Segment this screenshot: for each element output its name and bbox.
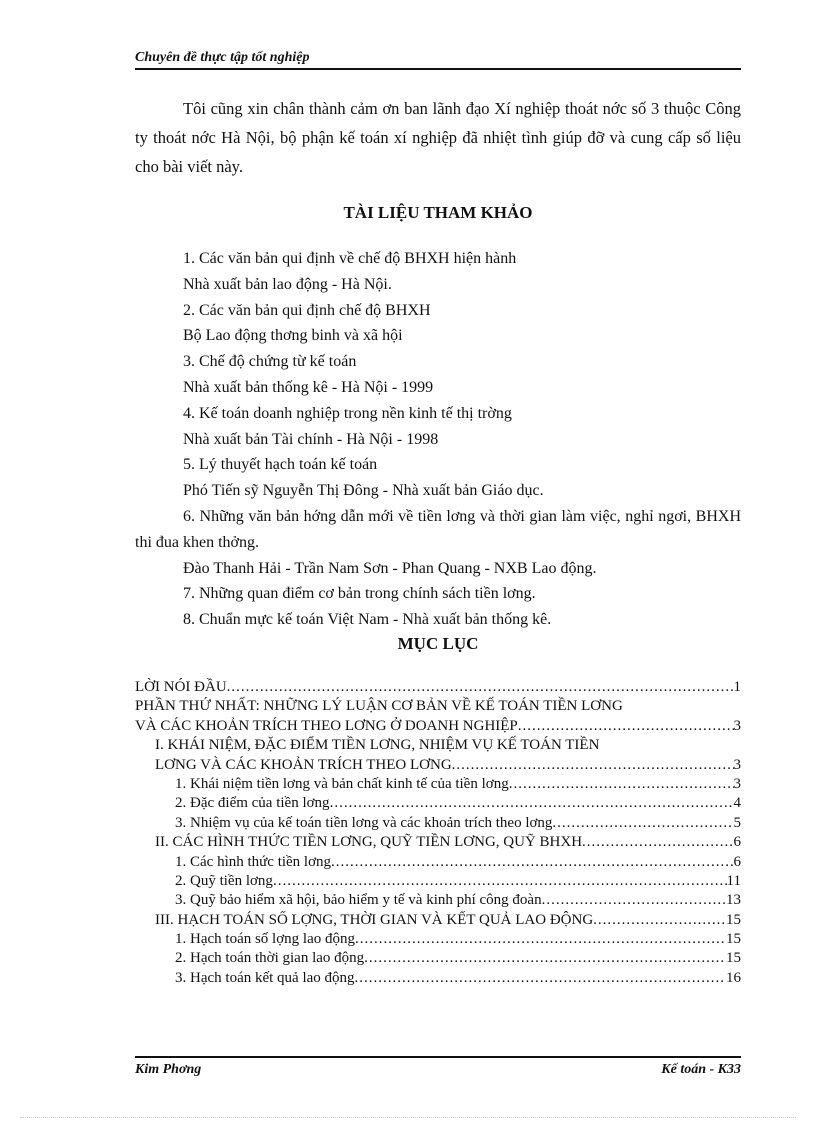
- toc-leader: [355, 969, 726, 988]
- toc-entry: [135, 891, 741, 910]
- reference-line: 4. Kế toán doanh nghiệp trong nền kinh tế thị trờng: [183, 404, 512, 422]
- references-title: TÀI LIỆU THAM KHẢO: [343, 203, 533, 222]
- toc-entry-text: 1. Các hình thức tiền lơng: [175, 853, 332, 870]
- reference-line: 8. Chuẩn mực kế toán Việt Nam - Nhà xuất bản thống kê.: [183, 611, 552, 629]
- toc-page: 1: [733, 679, 741, 695]
- toc-entry-text: 3. Nhiệm vụ của kế toán tiền lơng và các khoản trích theo lơng: [175, 814, 553, 831]
- toc-entry-text: 3. Hạch toán kết quả lao động: [175, 969, 355, 986]
- footer-rule: [135, 1056, 741, 1058]
- toc-entry-text: VÀ CÁC KHOẢN TRÍCH THEO LƠNG Ở DOANH NGHIỆP: [135, 717, 518, 734]
- toc-leader: [273, 872, 727, 891]
- toc-page: 15: [726, 931, 741, 948]
- toc-leader: [355, 930, 726, 949]
- toc-page: 6: [733, 853, 741, 870]
- toc-page: 3: [733, 756, 741, 773]
- toc-page: 15: [726, 950, 741, 967]
- toc-entry-text: LƠNG VÀ CÁC KHOẢN TRÍCH THEO LƠNG: [155, 756, 452, 773]
- toc-leader: [509, 775, 734, 794]
- toc-entry-text: 3. Quỹ bảo hiểm xã hội, bảo hiểm y tế và kinh phí công đoàn: [175, 892, 542, 909]
- reference-line: Đào Thanh Hải - Trần Nam Sơn - Phan Quang - NXB Lao động.: [183, 559, 597, 577]
- references-list: [135, 246, 741, 633]
- header-title: Chuyên đề thực tập tốt nghiệp: [135, 50, 310, 65]
- reference-line: 1. Các văn bản qui định về chế độ BHXH hiện hành: [183, 250, 517, 267]
- toc-entry: [135, 717, 741, 736]
- reference-line: Nhà xuất bản lao động - Hà Nội.: [183, 275, 392, 293]
- toc-leader: [331, 853, 733, 872]
- toc-entry: [135, 853, 741, 872]
- toc-entry: [135, 872, 741, 891]
- toc-leader: [542, 891, 726, 910]
- toc-page: 3: [733, 775, 741, 792]
- reference-line: Nhà xuất bản thống kê - Hà Nội - 1999: [183, 378, 434, 396]
- toc-entry-text: 2. Đặc điểm của tiền lơng: [175, 795, 330, 812]
- page-bottom-divider: [20, 1117, 796, 1118]
- toc-page: 11: [726, 872, 741, 889]
- reference-line: 3. Chế độ chứng từ kế toán: [183, 353, 357, 371]
- toc-page: 16: [726, 969, 741, 986]
- toc-page: 3: [733, 717, 741, 734]
- toc-page: 5: [733, 814, 741, 831]
- toc-entry-text: LỜI NÓI ĐẦU: [135, 679, 227, 695]
- toc-leader: [330, 794, 734, 813]
- reference-line: 5. Lý thuyết hạch toán kế toán: [183, 456, 378, 474]
- toc-entry: [135, 814, 741, 833]
- reference-line: 7. Những quan điểm cơ bản trong chính sách tiền lơng.: [183, 585, 536, 603]
- reference-line: Phó Tiến sỹ Nguyễn Thị Đông - Nhà xuất bản Giáo dục.: [183, 482, 544, 500]
- page-header: [135, 48, 741, 70]
- toc-leader: [582, 833, 733, 852]
- toc-leader: [552, 814, 733, 833]
- toc-entry: [135, 775, 741, 794]
- toc-entry: [135, 678, 741, 697]
- reference-item-6: 6. Những văn bản hớng dẫn mới về tiền lơng và thời gian làm việc, nghỉ ngơi, BHXH thi đua khen thởng.: [135, 507, 741, 551]
- footer-class: Kế toán - K33: [661, 1062, 741, 1077]
- toc-leader: [593, 911, 726, 930]
- toc-page: 13: [726, 892, 741, 909]
- toc-entry-text: II. CÁC HÌNH THỨC TIỀN LƠNG, QUỸ TIỀN LƠNG, QUỸ BHXH: [155, 834, 583, 851]
- toc-entry: [135, 794, 741, 813]
- toc-entry: [135, 949, 741, 968]
- toc-part-heading: PHẦN THỨ NHẤT: NHỮNG LÝ LUẬN CƠ BẢN VỀ KẾ TOÁN TIỀN LƠNG: [135, 698, 623, 715]
- table-of-contents: [135, 678, 741, 988]
- toc-title: MỤC LỤC: [397, 634, 479, 653]
- toc-entry-text: III. HẠCH TOÁN SỐ LỢNG, THỜI GIAN VÀ KẾT QUẢ LAO ĐỘNG: [155, 911, 594, 928]
- toc-entry-text: 1. Khái niệm tiền lơng và bản chất kinh tế của tiền lơng: [175, 775, 509, 792]
- toc-page: 15: [726, 911, 741, 928]
- toc-entry: [135, 911, 741, 930]
- footer-author: Kim Phơng: [135, 1062, 202, 1077]
- toc-entry: [135, 930, 741, 949]
- toc-leader: [227, 678, 734, 697]
- reference-line: Nhà xuất bản Tài chính - Hà Nội - 1998: [183, 430, 439, 448]
- reference-line: Bộ Lao động thơng binh và xã hội: [183, 327, 403, 345]
- reference-line: 2. Các văn bản qui định chế độ BHXH: [183, 301, 431, 319]
- intro-paragraph: Tôi cũng xin chân thành cảm ơn ban lãnh đạo Xí nghiệp thoát nớc số 3 thuộc Công ty thoát nớc Hà Nội, bộ phận kế toán xí nghiệp đã nhiệt tình giúp đỡ và cung cấp số liệu cho bài viết này.: [135, 99, 741, 176]
- toc-leader: [452, 756, 734, 775]
- toc-entry: [135, 756, 741, 775]
- toc-leader: [364, 949, 726, 968]
- toc-page: 6: [733, 834, 741, 851]
- toc-entry: [135, 969, 741, 988]
- toc-entry-text: 2. Hạch toán thời gian lao động: [175, 950, 365, 967]
- toc-page: 4: [733, 795, 741, 812]
- toc-leader: [518, 717, 734, 736]
- toc-entry-text: 1. Hạch toán số lợng lao động: [175, 931, 355, 948]
- toc-section-heading: I. KHÁI NIỆM, ĐẶC ĐIỂM TIỀN LƠNG, NHIỆM VỤ KẾ TOÁN TIỀN: [155, 737, 600, 754]
- toc-entry: [135, 833, 741, 852]
- toc-entry-text: 2. Quỹ tiền lơng: [175, 872, 273, 889]
